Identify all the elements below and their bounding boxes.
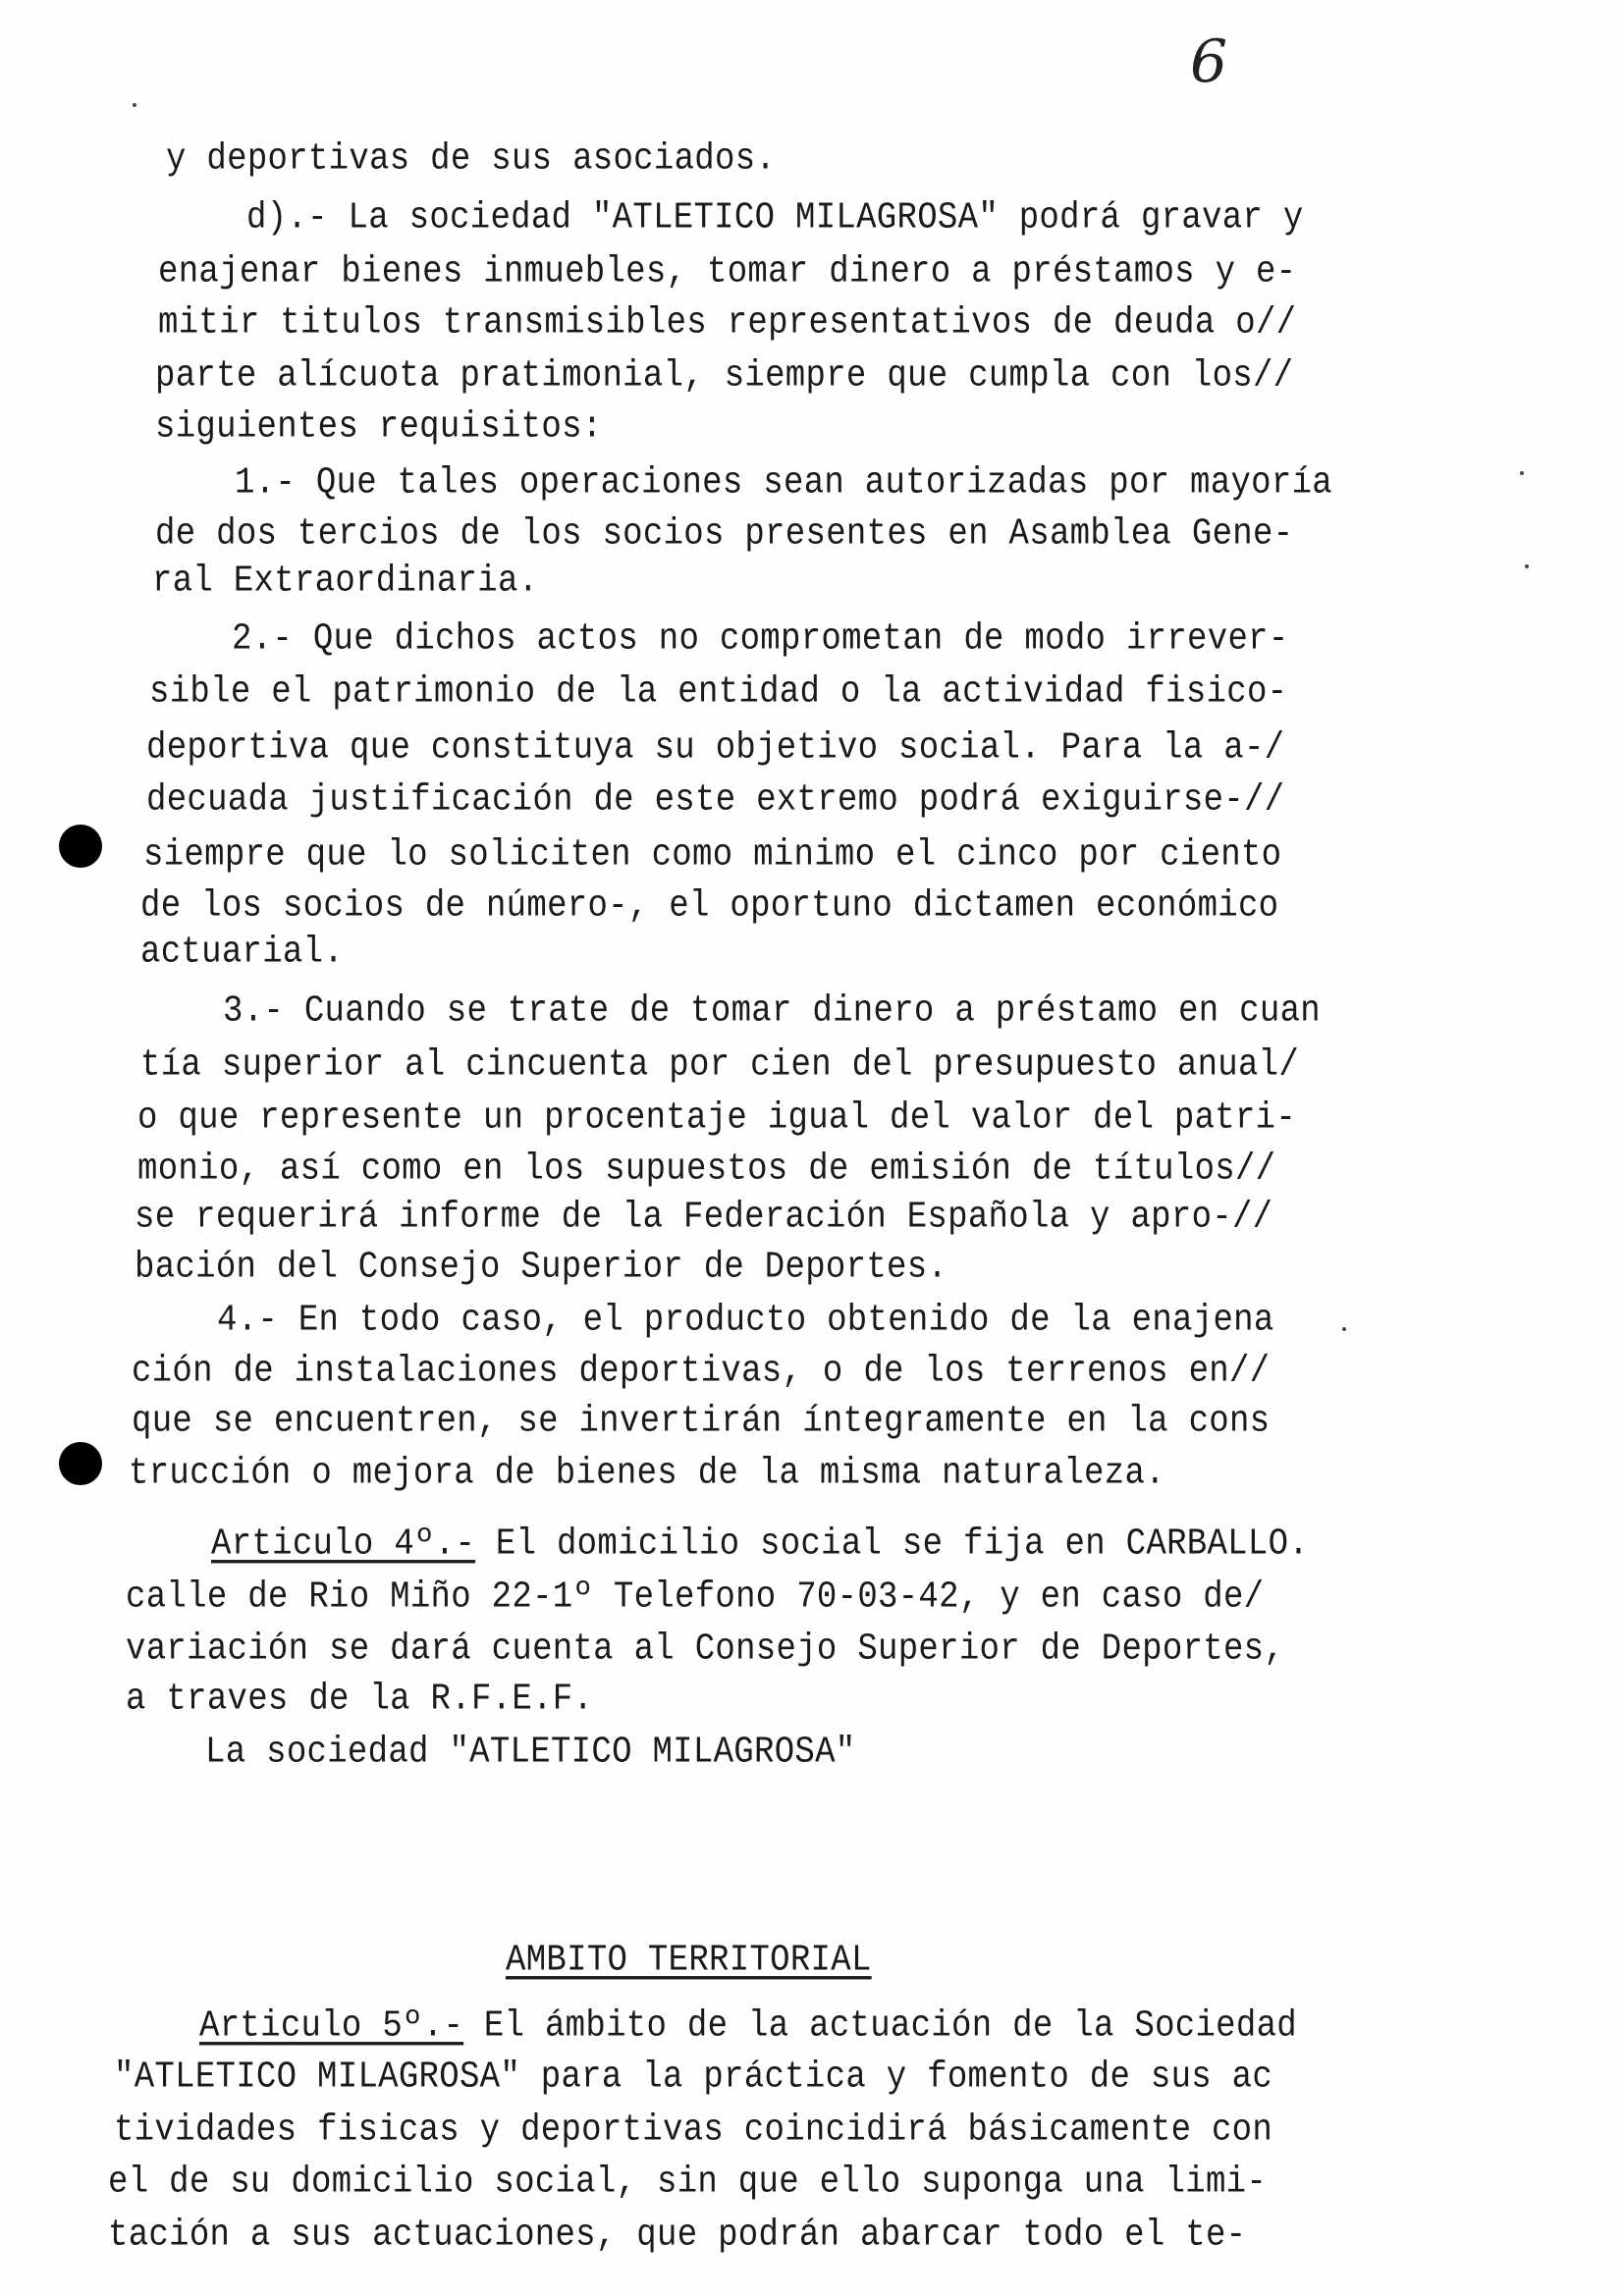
scan-speck (1342, 1327, 1346, 1331)
text-line: siguientes requisitos: (155, 406, 603, 449)
requirement-4: 4.- En todo caso, el producto obtenido de la enajena (217, 1300, 1274, 1342)
article-5-heading: Articulo 5º.- (199, 2005, 464, 2048)
article-5 (199, 2004, 1297, 2049)
text-line: parte alícuota pratimonial, siempre que cumpla con los// (155, 355, 1294, 398)
punch-hole-bottom (59, 1442, 102, 1485)
text-line: y deportivas de sus asociados. (166, 138, 777, 181)
requirement-2: 2.- Que dichos actos no comprometan de modo irrever- (232, 618, 1289, 661)
text-line: tación a sus actuaciones, que podrán abarcar todo el te- (108, 2215, 1247, 2257)
text-line: decuada justificación de este extremo podrá exiguirse-// (146, 779, 1285, 822)
text-line: se requerirá informe de la Federación Española y apro-// (135, 1197, 1273, 1239)
scan-speck (1525, 564, 1529, 568)
text-line: a traves de la R.F.E.F. (126, 1679, 594, 1721)
punch-hole-top (59, 825, 102, 868)
text-line: o que represente un procentaje igual del valor del patri- (137, 1097, 1297, 1140)
text-line: el de su domicilio social, sin que ello suponga una limi- (108, 2162, 1268, 2204)
text-line: siempre que lo soliciten como minimo el cinco por ciento (143, 834, 1282, 877)
text-line: tividades fisicas y deportivas coincidirá básicamente con (114, 2109, 1273, 2152)
page-number: 6 (1190, 27, 1228, 96)
scan-speck (133, 103, 136, 107)
text-line: sible el patrimonio de la entidad o la actividad fisico- (149, 671, 1288, 714)
article-4-heading: Articulo 4º.- (211, 1523, 476, 1566)
text-line: enajenar bienes inmuebles, tomar dinero a préstamos y e- (158, 251, 1297, 294)
scan-speck (1520, 471, 1524, 475)
requirement-3: 3.- Cuando se trate de tomar dinero a préstamo en cuan (223, 990, 1321, 1033)
text-line: calle de Rio Miño 22-1º Telefono 70-03-42, y en caso de/ (126, 1576, 1265, 1619)
text-line: de dos tercios de los socios presentes en Asamblea Gene- (155, 513, 1294, 556)
text-line: mitir titulos transmisibles representativos de deuda o// (158, 302, 1297, 345)
article-4 (211, 1522, 1309, 1567)
section-title: AMBITO TERRITORIAL (506, 1940, 872, 1982)
text-line: deportiva que constituya su objetivo social. Para la a-/ (146, 727, 1285, 770)
text-line: "ATLETICO MILAGROSA" para la práctica y fomento de sus ac (114, 2056, 1273, 2099)
text-line: tía superior al cincuenta por cien del presupuesto anual/ (140, 1044, 1300, 1087)
text-line: actuarial. (140, 932, 345, 974)
text-line: de los socios de número-, el oportuno dictamen económico (140, 885, 1279, 928)
text-line: La sociedad "ATLETICO MILAGROSA" (205, 1732, 856, 1774)
text-line: monio, así como en los supuestos de emisión de títulos// (137, 1148, 1276, 1191)
text-line: ción de instalaciones deportivas, o de los terrenos en// (132, 1351, 1271, 1393)
article-4-text: El domicilio social se fija en CARBALLO. (475, 1523, 1309, 1566)
text-line: ral Extraordinaria. (152, 561, 539, 603)
clause-d: d).- La sociedad "ATLETICO MILAGROSA" podrá gravar y (246, 197, 1304, 240)
requirement-1: 1.- Que tales operaciones sean autorizadas por mayoría (235, 462, 1332, 505)
text-line: bación del Consejo Superior de Deportes. (135, 1247, 948, 1289)
text-line: que se encuentren, se invertirán íntegramente en la cons (132, 1401, 1271, 1443)
text-line: variación se dará cuenta al Consejo Superior de Deportes, (126, 1629, 1285, 1671)
article-5-text: El ámbito de la actuación de la Sociedad (463, 2005, 1297, 2048)
text-line: trucción o mejora de bienes de la misma naturaleza. (129, 1453, 1165, 1495)
